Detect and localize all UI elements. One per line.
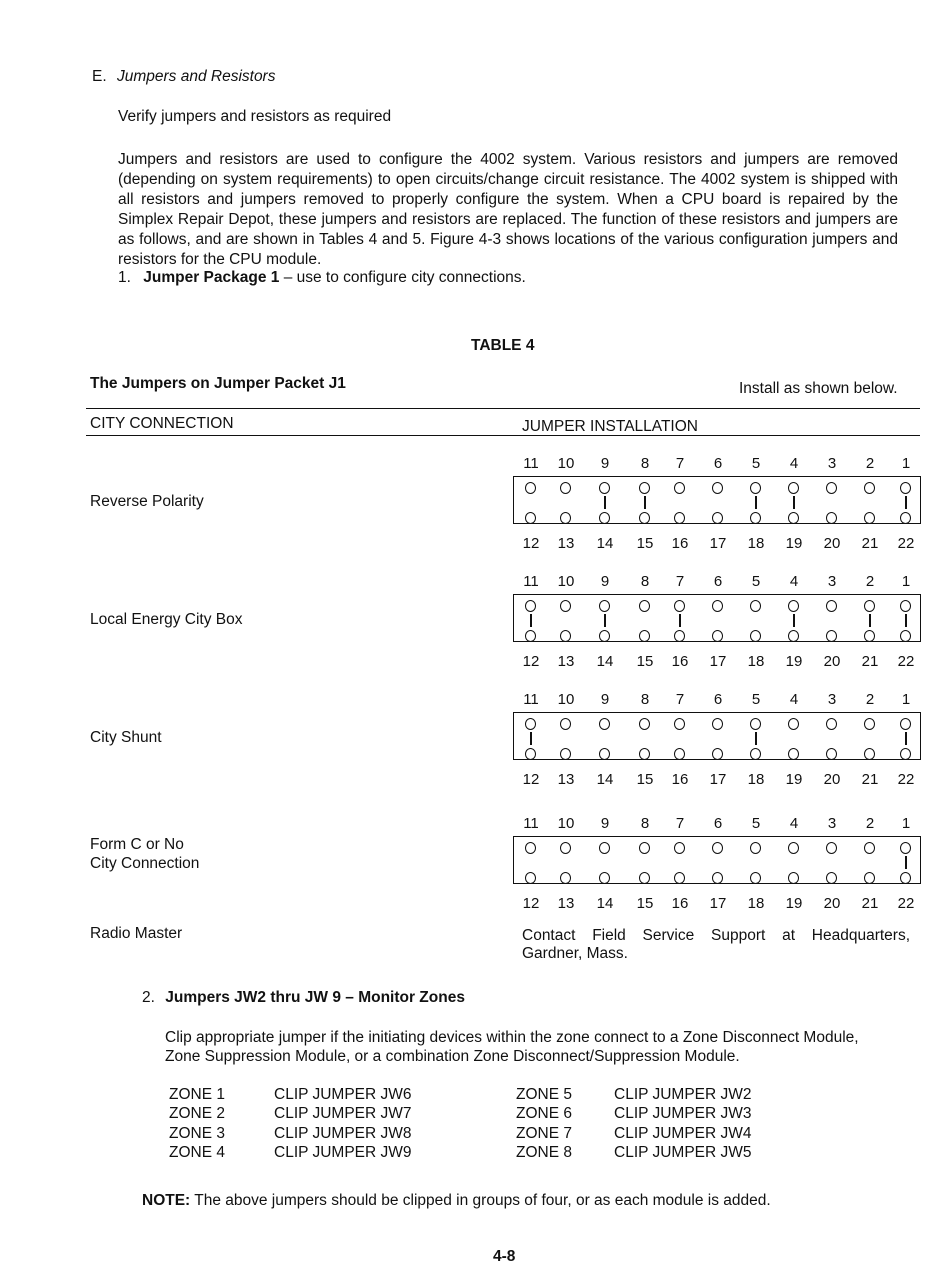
pin-number-top: 2 <box>865 573 875 590</box>
pin-number-top: 4 <box>789 815 799 832</box>
pin-number-top: 8 <box>640 691 650 708</box>
pin-number-bottom: 18 <box>747 895 765 912</box>
section-heading <box>92 68 275 86</box>
clip-jumper-instruction: CLIP JUMPER JW5 <box>614 1144 752 1162</box>
clip-jumper-instruction: CLIP JUMPER JW2 <box>614 1085 752 1103</box>
pin-number-top: 5 <box>751 573 761 590</box>
jumper-wire <box>869 614 871 627</box>
zone-name: ZONE 3 <box>169 1124 225 1142</box>
item-1-number: 1. <box>118 269 131 286</box>
pin-number-top: 6 <box>713 455 723 472</box>
row-label-city-shunt: City Shunt <box>90 729 162 746</box>
pin-number-bottom: 13 <box>557 653 575 670</box>
pin-number-bottom: 20 <box>823 895 841 912</box>
jumper-wire <box>604 614 606 627</box>
pin-number-bottom: 22 <box>897 653 915 670</box>
jumper-wire <box>755 732 757 745</box>
row-label-form-c: Form C or No <box>90 836 184 853</box>
pin-number-top: 5 <box>751 455 761 472</box>
page-number: 4-8 <box>493 1248 516 1265</box>
pin-number-top: 3 <box>827 815 837 832</box>
pin-number-bottom: 12 <box>522 535 540 552</box>
jumper-wire <box>530 614 532 627</box>
zone-name: ZONE 2 <box>169 1105 225 1123</box>
pin-number-top: 6 <box>713 573 723 590</box>
jumper-wire <box>530 732 532 745</box>
pin-number-top: 10 <box>557 455 575 472</box>
pin-number-bottom: 15 <box>636 653 654 670</box>
pin-number-bottom: 16 <box>671 653 689 670</box>
zone-name: ZONE 8 <box>516 1144 572 1162</box>
col-header-city-connection: CITY CONNECTION <box>90 415 234 432</box>
row-label-reverse-polarity: Reverse Polarity <box>90 493 204 510</box>
pin-number-bottom: 12 <box>522 771 540 788</box>
pin-number-bottom: 18 <box>747 653 765 670</box>
pin-number-bottom: 12 <box>522 895 540 912</box>
verify-text: Verify jumpers and resistors as required <box>118 108 392 125</box>
pin-number-top: 10 <box>557 691 575 708</box>
pin-number-top: 4 <box>789 573 799 590</box>
pin-number-bottom: 18 <box>747 535 765 552</box>
pin-number-bottom: 20 <box>823 653 841 670</box>
table-caption: The Jumpers on Jumper Packet J1 <box>90 375 346 392</box>
pin-number-bottom: 19 <box>785 653 803 670</box>
pin-number-top: 9 <box>600 573 610 590</box>
jumper-wire <box>905 496 907 509</box>
clip-jumper-instruction: CLIP JUMPER JW8 <box>274 1124 412 1142</box>
pin-number-bottom: 20 <box>823 535 841 552</box>
pin-number-top: 3 <box>827 455 837 472</box>
pin-number-top: 9 <box>600 691 610 708</box>
pin-number-top: 7 <box>675 691 685 708</box>
pin-number-top: 7 <box>675 815 685 832</box>
zone-name: ZONE 6 <box>516 1105 572 1123</box>
zone-name: ZONE 5 <box>516 1085 572 1103</box>
item-1-title: Jumper Package 1 <box>143 269 280 286</box>
pin-number-bottom: 21 <box>861 653 879 670</box>
section-title: Jumpers and Resistors <box>116 68 276 85</box>
pin-number-bottom: 21 <box>861 535 879 552</box>
pin-number-top: 1 <box>901 455 911 472</box>
zone-row <box>169 1124 794 1144</box>
zone-name: ZONE 7 <box>516 1124 572 1142</box>
pin-number-bottom: 19 <box>785 895 803 912</box>
pin-number-bottom: 12 <box>522 653 540 670</box>
table-top-rule <box>86 408 920 409</box>
pin-number-top: 1 <box>901 573 911 590</box>
clip-jumper-instruction: CLIP JUMPER JW7 <box>274 1105 412 1123</box>
pin-number-top: 9 <box>600 455 610 472</box>
jumper-wire <box>793 614 795 627</box>
pin-number-bottom: 17 <box>709 653 727 670</box>
pin-number-bottom: 14 <box>596 895 614 912</box>
item-2-title: Jumpers JW2 thru JW 9 – Monitor Zones <box>165 989 465 1006</box>
pin-number-bottom: 14 <box>596 771 614 788</box>
pin-number-bottom: 22 <box>897 895 915 912</box>
item-2 <box>142 989 465 1007</box>
radio-text-line2: Gardner, Mass. <box>522 945 628 962</box>
section-letter: E. <box>92 68 107 85</box>
pin-number-bottom: 14 <box>596 653 614 670</box>
pin-number-bottom: 16 <box>671 895 689 912</box>
table-title: TABLE 4 <box>471 337 535 354</box>
pin-number-bottom: 13 <box>557 895 575 912</box>
pin-number-top: 9 <box>600 815 610 832</box>
pin-number-bottom: 22 <box>897 535 915 552</box>
pin-number-bottom: 17 <box>709 535 727 552</box>
pin-number-top: 5 <box>751 815 761 832</box>
pin-number-bottom: 17 <box>709 895 727 912</box>
pin-number-bottom: 15 <box>636 771 654 788</box>
item-1 <box>118 269 526 287</box>
pin-number-top: 4 <box>789 455 799 472</box>
pin-number-top: 6 <box>713 691 723 708</box>
pin-number-top: 10 <box>557 573 575 590</box>
row-label-local-energy-city-box: Local Energy City Box <box>90 611 243 628</box>
jumper-wire <box>905 732 907 745</box>
item-2-paragraph-line1: Clip appropriate jumper if the initiating devices within the zone connect to a Zone Disconnect Module, <box>165 1029 859 1046</box>
jumper-block-outline <box>513 712 921 760</box>
zone-name: ZONE 4 <box>169 1144 225 1162</box>
pin-number-bottom: 14 <box>596 535 614 552</box>
jumper-block-outline <box>513 594 921 642</box>
jumper-block-outline <box>513 836 921 884</box>
clip-jumper-instruction: CLIP JUMPER JW6 <box>274 1085 412 1103</box>
pin-number-top: 2 <box>865 691 875 708</box>
pin-number-top: 11 <box>523 815 539 832</box>
note-text: The above jumpers should be clipped in groups of four, or as each module is added. <box>190 1192 771 1209</box>
jumper-wire <box>793 496 795 509</box>
pin-number-top: 2 <box>865 455 875 472</box>
note-label: NOTE: <box>142 1192 191 1209</box>
pin-number-top: 2 <box>865 815 875 832</box>
pin-number-bottom: 19 <box>785 535 803 552</box>
clip-jumper-instruction: CLIP JUMPER JW3 <box>614 1105 752 1123</box>
pin-number-bottom: 13 <box>557 535 575 552</box>
zone-name: ZONE 1 <box>169 1085 225 1103</box>
clip-jumper-instruction: CLIP JUMPER JW9 <box>274 1144 412 1162</box>
pin-number-top: 1 <box>901 691 911 708</box>
pin-number-top: 5 <box>751 691 761 708</box>
pin-number-bottom: 18 <box>747 771 765 788</box>
pin-number-top: 3 <box>827 573 837 590</box>
pin-number-top: 1 <box>901 815 911 832</box>
zone-table <box>169 1085 794 1163</box>
pin-number-top: 7 <box>675 573 685 590</box>
pin-number-top: 8 <box>640 815 650 832</box>
item-1-text: – use to configure city connections. <box>279 269 526 286</box>
col-header-jumper-installation: JUMPER INSTALLATION <box>522 418 698 435</box>
jumper-wire <box>679 614 681 627</box>
jumper-wire <box>755 496 757 509</box>
pin-number-bottom: 19 <box>785 771 803 788</box>
pin-number-bottom: 15 <box>636 895 654 912</box>
zone-row <box>169 1105 794 1125</box>
clip-jumper-instruction: CLIP JUMPER JW4 <box>614 1124 752 1142</box>
pin-number-bottom: 16 <box>671 535 689 552</box>
zone-row <box>169 1144 794 1164</box>
install-note: Install as shown below. <box>739 380 898 397</box>
pin-number-top: 11 <box>523 691 539 708</box>
row-label-city-connection: City Connection <box>90 855 200 872</box>
pin-number-bottom: 13 <box>557 771 575 788</box>
pin-number-bottom: 20 <box>823 771 841 788</box>
jumper-wire <box>905 614 907 627</box>
item-2-number: 2. <box>142 989 155 1006</box>
pin-number-top: 10 <box>557 815 575 832</box>
jumper-wire <box>905 856 907 869</box>
pin-number-top: 3 <box>827 691 837 708</box>
zone-row <box>169 1085 794 1105</box>
pin-number-top: 8 <box>640 573 650 590</box>
jumper-wire <box>644 496 646 509</box>
intro-paragraph: Jumpers and resistors are used to configure the 4002 system. Various resistors and jumpers are removed (depending on system requirements) to open circuits/change circuit resistance. The 4002 system is shipped with all resistors and jumpers removed to properly configure the system. When a CPU board is repaired by the Simplex Repair Depot, these jumpers and resistors are replaced. The function of these resistors and jumpers are as follows, and are shown in Tables 4 and 5. Figure 4-3 shows locations of the various configuration jumpers and resistors for the CPU module. <box>118 151 898 268</box>
item-2-paragraph-line2: Zone Suppression Module, or a combination Zone Disconnect/Suppression Module. <box>165 1048 740 1065</box>
pin-number-top: 6 <box>713 815 723 832</box>
note <box>142 1192 771 1210</box>
pin-number-top: 11 <box>523 455 539 472</box>
pin-number-bottom: 17 <box>709 771 727 788</box>
pin-number-top: 11 <box>523 573 539 590</box>
pin-number-bottom: 21 <box>861 771 879 788</box>
pin-number-bottom: 21 <box>861 895 879 912</box>
radio-text-line1: Contact Field Service Support at Headquarters, <box>522 927 910 944</box>
pin-number-top: 7 <box>675 455 685 472</box>
pin-number-bottom: 22 <box>897 771 915 788</box>
jumper-block-outline <box>513 476 921 524</box>
jumper-wire <box>604 496 606 509</box>
pin-number-bottom: 15 <box>636 535 654 552</box>
pin-number-top: 4 <box>789 691 799 708</box>
row-label-radio-master: Radio Master <box>90 925 183 942</box>
pin-number-bottom: 16 <box>671 771 689 788</box>
pin-number-top: 8 <box>640 455 650 472</box>
table-header-rule <box>86 435 920 436</box>
